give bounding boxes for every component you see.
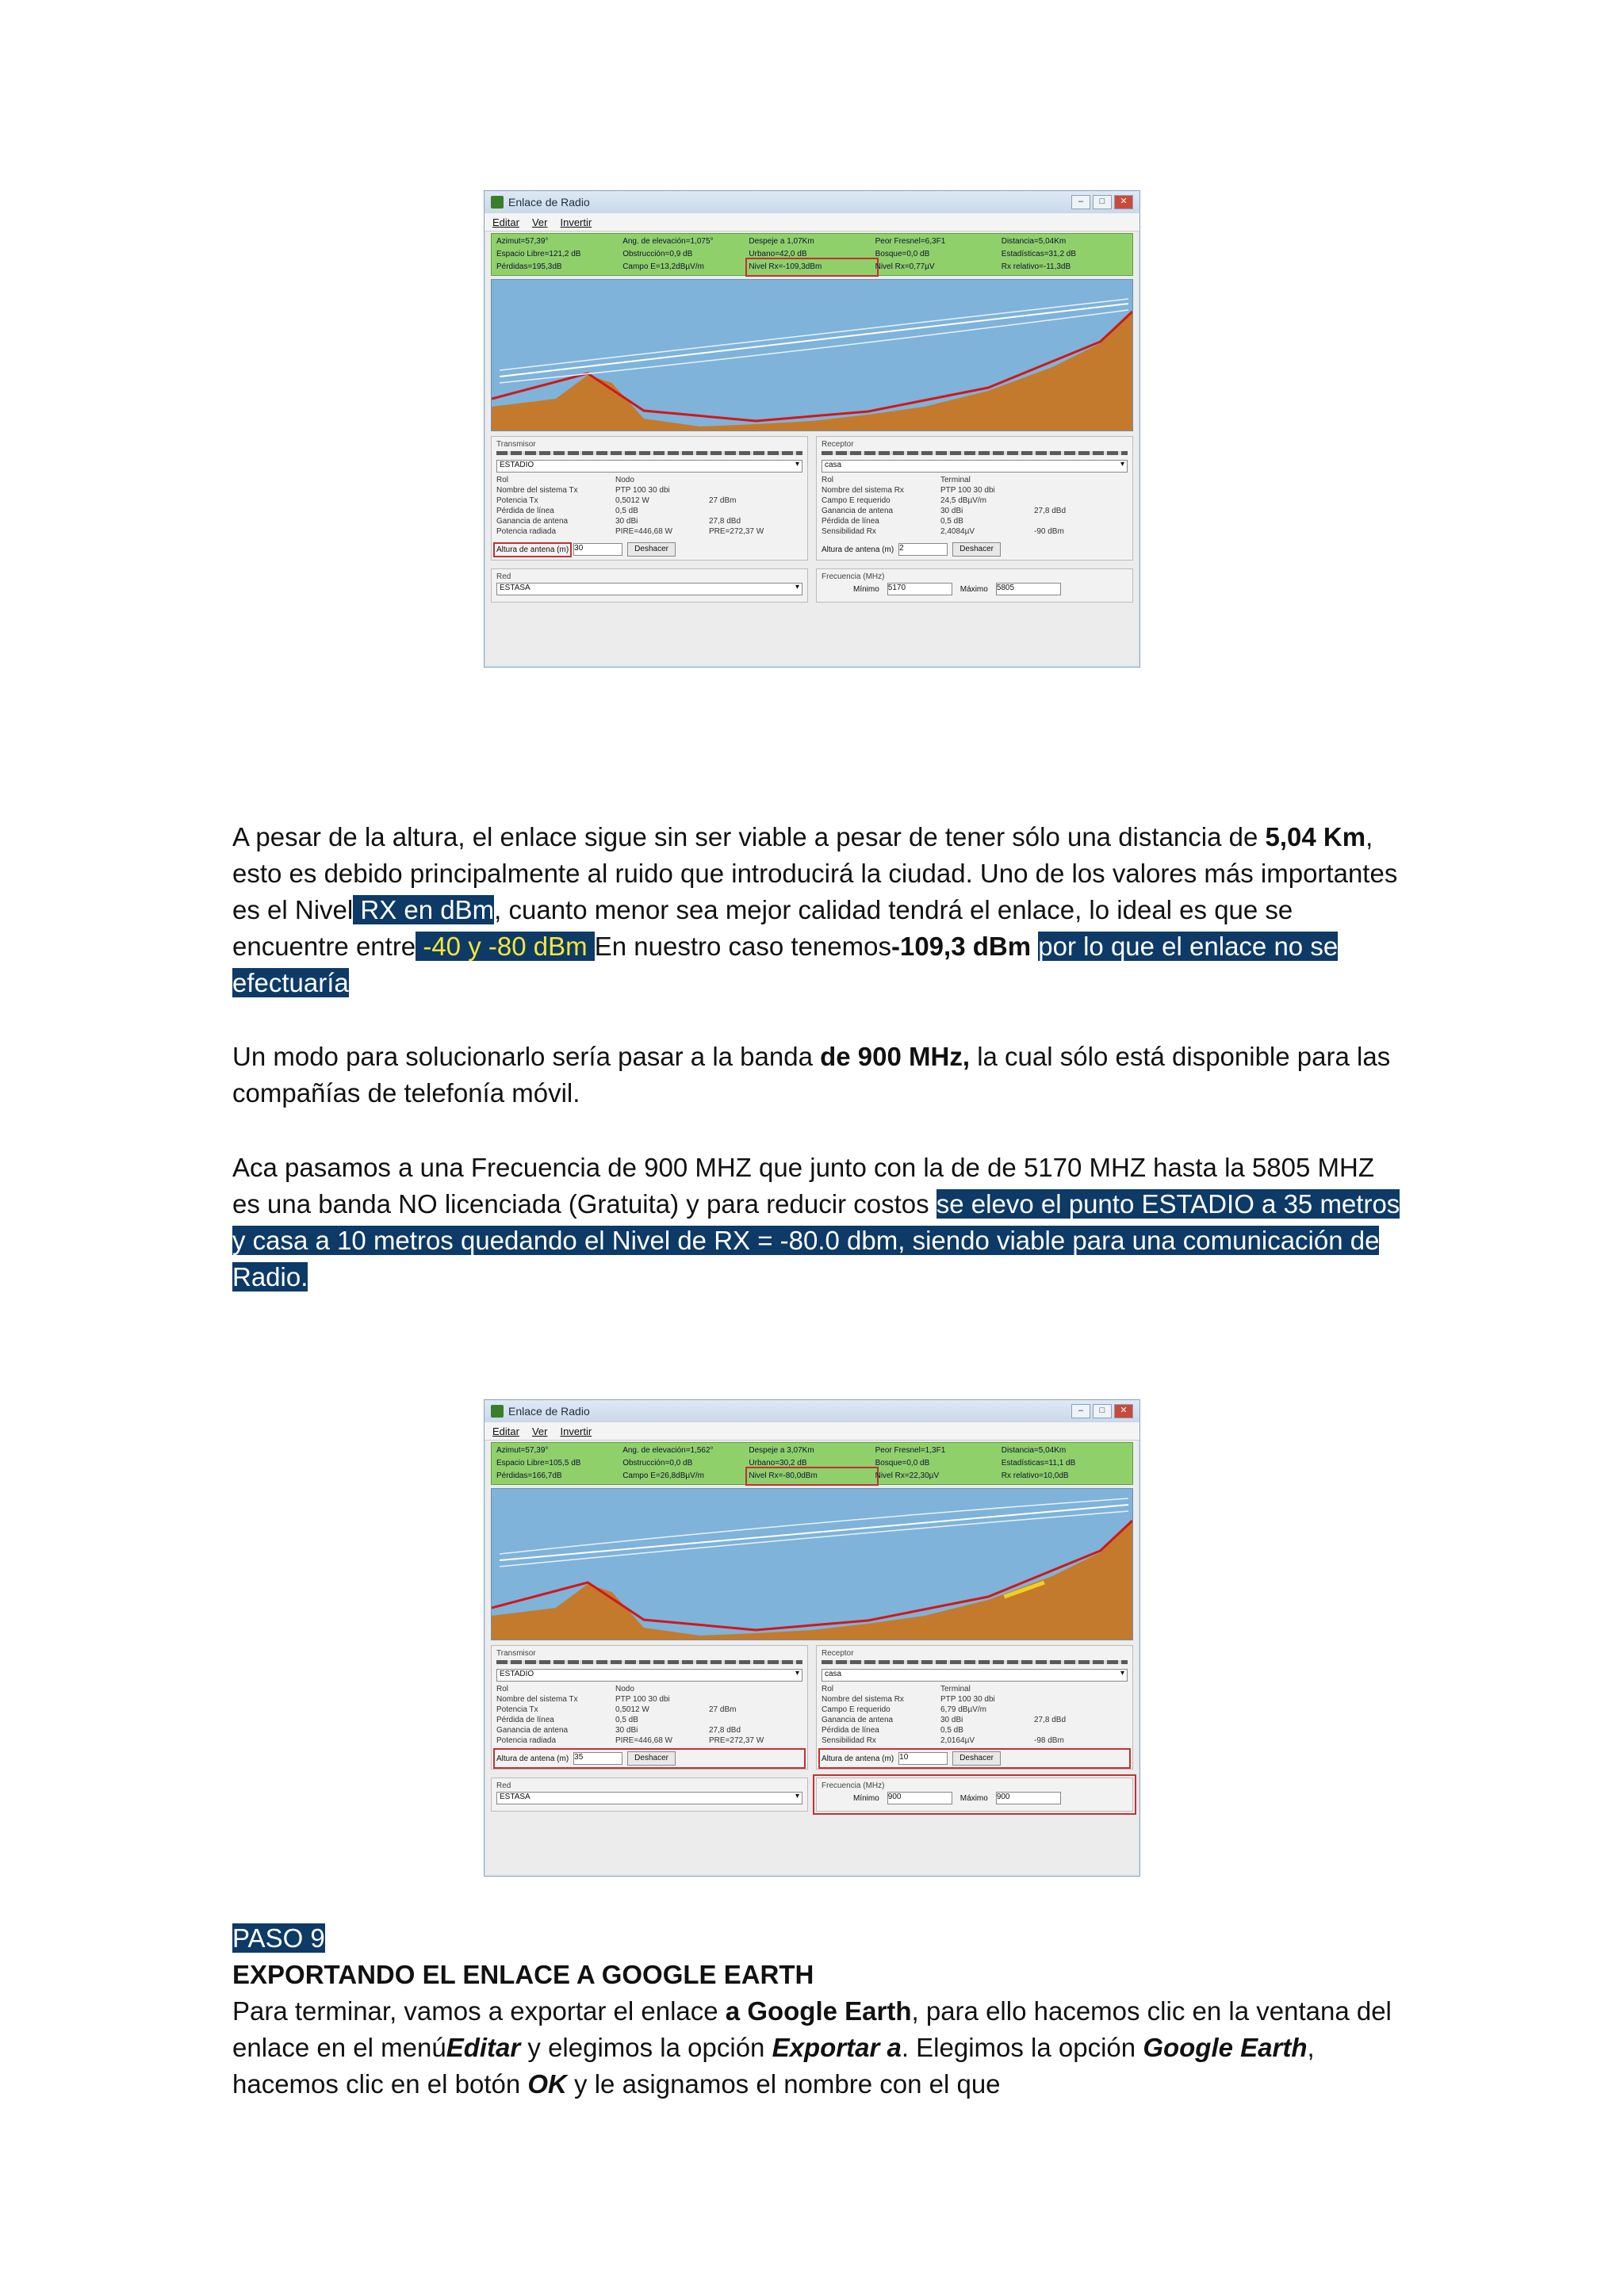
minimize-icon[interactable]: –: [1071, 195, 1090, 209]
rx-row: Nombre del sistema Rx PTP 100 30 dbi: [822, 486, 995, 495]
tx-row: Rol Nodo: [496, 476, 634, 484]
rx-height-input[interactable]: 2: [898, 543, 948, 556]
window-title: Enlace de Radio: [508, 196, 590, 209]
stat: Distancia=5,04Km: [1001, 1446, 1067, 1455]
receiver-panel: [816, 436, 1133, 561]
step-heading: EXPORTANDO EL ENLACE A GOOGLE EARTH: [232, 1960, 814, 1989]
signal-bar: [496, 451, 802, 455]
app-icon: [491, 1405, 504, 1418]
rx-undo-button[interactable]: Deshacer: [952, 542, 1001, 557]
rx-height-row: [822, 542, 1128, 557]
app-icon: [491, 196, 504, 209]
freq-min-label: Mínimo: [853, 1793, 879, 1803]
step-9-section: [232, 1920, 1406, 2103]
freq-max-label: Máximo: [959, 584, 988, 594]
stat: Peor Fresnel=6,3F1: [875, 237, 946, 246]
stat: Nivel Rx=0,77µV: [875, 262, 935, 271]
terrain-profile-graphic: [492, 280, 1132, 430]
window-buttons: [1071, 195, 1133, 209]
terrain-profile-graphic: [492, 1489, 1132, 1640]
rx-row: Ganancia de antena 30 dBi 27,8 dBd: [822, 1716, 1067, 1724]
tx-row: Ganancia de antena 30 dBi 27,8 dBd: [496, 1726, 741, 1735]
frequency-row: [822, 583, 1128, 595]
network-panel: [491, 568, 808, 603]
tx-rx-panels: [491, 1645, 1133, 1812]
freq-min-label: Mínimo: [853, 584, 879, 594]
rx-row: Campo E requerido 24,5 dBµV/m: [822, 496, 987, 505]
link-stats: [491, 1442, 1133, 1485]
rx-row: Nombre del sistema Rx PTP 100 30 dbi: [822, 1695, 995, 1704]
stat: Obstrucción=0,9 dB: [622, 250, 693, 258]
receiver-panel: [816, 1645, 1133, 1770]
frequency-legend: Frecuencia (MHz): [822, 1781, 885, 1790]
minimize-icon[interactable]: –: [1071, 1404, 1090, 1418]
step-paragraph: Para terminar, vamos a exportar el enlace a Google Earth, para ello hacemos clic en la ventana del enlace en el menúEditar y elegimos la opción Exportar a. Elegimos la opción Google Earth, hacemos clic en el botón OK y le asignamos el nombre con el que: [232, 1996, 1392, 2099]
stat: Pérdidas=195,3dB: [496, 262, 562, 271]
signal-bar: [822, 451, 1128, 455]
stat: Obstrucción=0,0 dB: [622, 1459, 693, 1468]
tx-row: Rol Nodo: [496, 1685, 634, 1693]
stat: Estadísticas=11,1 dB: [1001, 1459, 1076, 1468]
frequency-row: [822, 1792, 1128, 1804]
maximize-icon[interactable]: □: [1093, 1404, 1112, 1418]
rx-row: Sensibilidad Rx 2,0164µV -98 dBm: [822, 1736, 1064, 1745]
signal-bar: [496, 1660, 802, 1664]
network-legend: Red: [496, 1781, 511, 1790]
rx-row: Campo E requerido 6,79 dBµV/m: [822, 1705, 987, 1714]
window-titlebar: [485, 1400, 1139, 1422]
freq-min-input[interactable]: 5170: [887, 583, 952, 595]
stat: Azimut=57,39°: [496, 1446, 549, 1455]
menu-editar[interactable]: Editar: [492, 1425, 519, 1437]
tx-height-row: [496, 542, 802, 557]
tx-row: Nombre del sistema Tx PTP 100 30 dbi: [496, 486, 670, 495]
menu-invertir[interactable]: Invertir: [560, 216, 592, 228]
stat: Urbano=42,0 dB: [749, 250, 807, 258]
rx-site-select[interactable]: casa ▾: [822, 1669, 1128, 1682]
step-badge: PASO 9: [232, 1923, 325, 1953]
rx-height-label: Altura de antena (m): [822, 545, 894, 554]
transmitter-panel: [491, 1645, 808, 1770]
stat: Bosque=0,0 dB: [875, 1459, 930, 1468]
window-titlebar: [485, 191, 1139, 213]
radio-link-window-1: [484, 190, 1140, 668]
rx-undo-button[interactable]: Deshacer: [952, 1751, 1001, 1766]
paragraph-solution: Aca pasamos a una Frecuencia de 900 MHZ que junto con la de de 5170 MHZ hasta la 5805 MHZ es una banda NO licenciada (Gratuita) y para reducir costos se elevo el punto ESTADIO a 35 metros y casa a 10 metros quedando el Nivel de RX = -80.0 dbm, siendo viable para una comunicación de Radio.: [232, 1153, 1400, 1292]
menu-ver[interactable]: Ver: [531, 1425, 548, 1437]
rx-row: Pérdida de línea 0,5 dB: [822, 1726, 963, 1735]
network-legend: Red: [496, 572, 511, 581]
signal-bar: [822, 1660, 1128, 1664]
tx-height-input[interactable]: 30: [573, 543, 622, 556]
tx-site-select[interactable]: ESTADIO ▾: [496, 1669, 802, 1682]
tx-height-input[interactable]: 35: [573, 1752, 622, 1765]
stat: Ang. de elevación=1,075°: [622, 237, 714, 246]
network-select[interactable]: ESTASA ▾: [496, 583, 802, 595]
menubar: [485, 213, 1139, 232]
network-panel: [491, 1777, 808, 1812]
network-select[interactable]: ESTASA ▾: [496, 1792, 802, 1804]
stat: Espacio Libre=121,2 dB: [496, 250, 581, 258]
tx-height-row: [496, 1751, 802, 1766]
close-icon[interactable]: ✕: [1114, 1404, 1133, 1418]
tx-undo-button[interactable]: Deshacer: [627, 1751, 676, 1766]
tx-row: Pérdida de línea 0,5 dB: [496, 1716, 638, 1724]
tx-undo-button[interactable]: Deshacer: [627, 542, 676, 557]
tx-rx-panels: [491, 436, 1133, 603]
menu-invertir[interactable]: Invertir: [560, 1425, 592, 1437]
rx-height-label: Altura de antena (m): [822, 1754, 894, 1763]
stat: Bosque=0,0 dB: [875, 250, 930, 258]
stat: Distancia=5,04Km: [1001, 237, 1067, 246]
tx-row: Potencia radiada PIRE=446,68 W PRE=272,37 W: [496, 527, 764, 536]
menubar: [485, 1422, 1139, 1441]
stat-nivel-rx-highlight: Nivel Rx=-80,0dBm: [749, 1470, 875, 1483]
stat: Peor Fresnel=1,3F1: [875, 1446, 946, 1455]
terrain-profile: [491, 1488, 1133, 1640]
freq-max-label: Máximo: [959, 1793, 988, 1803]
maximize-icon[interactable]: □: [1093, 195, 1112, 209]
tx-row: Nombre del sistema Tx PTP 100 30 dbi: [496, 1695, 670, 1704]
stat: Azimut=57,39°: [496, 237, 549, 246]
tx-row: Ganancia de antena 30 dBi 27,8 dBd: [496, 517, 741, 526]
link-stats: [491, 233, 1133, 276]
rx-row: Sensibilidad Rx 2,4084µV -90 dBm: [822, 527, 1064, 536]
stat: Rx relativo=-11,3dB: [1001, 262, 1071, 271]
stat: Campo E=13,2dBµV/m: [622, 262, 704, 271]
paragraph-900mhz: Un modo para solucionarlo sería pasar a la banda de 900 MHz, la cual sólo está disponible para las compañías de telefonía móvil.: [232, 1042, 1391, 1108]
tx-row: Potencia radiada PIRE=446,68 W PRE=272,37 W: [496, 1736, 764, 1745]
rx-row: Pérdida de línea 0,5 dB: [822, 517, 963, 526]
terrain-profile: [491, 279, 1133, 431]
stat: Pérdidas=166,7dB: [496, 1471, 562, 1480]
window-buttons: [1071, 1404, 1133, 1418]
rx-row: Rol Terminal: [822, 476, 971, 484]
transmitter-panel: [491, 436, 808, 561]
tx-row: Potencia Tx 0,5012 W 27 dBm: [496, 496, 737, 505]
stat: Despeje a 1,07Km: [749, 237, 814, 246]
rx-height-input[interactable]: 10: [898, 1752, 948, 1765]
stat: Nivel Rx=22,30µV: [875, 1471, 940, 1480]
receiver-legend: Receptor: [822, 440, 854, 449]
freq-min-input[interactable]: 900: [887, 1792, 952, 1804]
stat: Urbano=30,2 dB: [749, 1459, 807, 1468]
tx-height-label: Altura de antena (m): [496, 1754, 569, 1763]
freq-max-input[interactable]: 5805: [996, 583, 1061, 595]
rx-site-select[interactable]: casa ▾: [822, 460, 1128, 473]
radio-link-window-2: [484, 1399, 1140, 1877]
stat: Ang. de elevación=1,562°: [622, 1446, 714, 1455]
rx-row: Ganancia de antena 30 dBi 27,8 dBd: [822, 507, 1067, 515]
stat: Campo E=26,8dBµV/m: [622, 1471, 704, 1480]
tx-site-select[interactable]: ESTADIO ▾: [496, 460, 802, 473]
menu-ver[interactable]: Ver: [531, 216, 548, 228]
stat: Despeje a 3,07Km: [749, 1446, 814, 1455]
tx-row: Potencia Tx 0,5012 W 27 dBm: [496, 1705, 737, 1714]
stat-nivel-rx-highlight: Nivel Rx=-109,3dBm: [749, 261, 875, 274]
frequency-panel: [816, 1777, 1133, 1812]
menu-editar[interactable]: Editar: [492, 216, 519, 228]
receiver-legend: Receptor: [822, 1649, 854, 1658]
window-title: Enlace de Radio: [508, 1405, 590, 1418]
rx-row: Rol Terminal: [822, 1685, 971, 1693]
tx-height-label: Altura de antena (m): [496, 545, 569, 554]
paragraph-link-not-viable: A pesar de la altura, el enlace sigue sin ser viable a pesar de tener sólo una distancia de 5,04 Km, esto es debido principalmente al ruido que introducirá la ciudad. Uno de los valores más importantes es el Nivel RX en dBm, cuanto menor sea mejor calidad tendrá el enlace, lo ideal es que se encuentre entre -40 y -80 dBm En nuestro caso tenemos-109,3 dBm por lo que el enlace no se efectuaría: [232, 822, 1398, 997]
transmitter-legend: Transmisor: [496, 1649, 536, 1658]
tx-row: Pérdida de línea 0,5 dB: [496, 507, 638, 515]
stat: Estadísticas=31,2 dB: [1001, 250, 1077, 258]
transmitter-legend: Transmisor: [496, 440, 536, 449]
frequency-legend: Frecuencia (MHz): [822, 572, 885, 581]
close-icon[interactable]: ✕: [1114, 195, 1133, 209]
freq-max-input[interactable]: 900: [996, 1792, 1061, 1804]
stat: Rx relativo=10,0dB: [1001, 1471, 1069, 1480]
stat: Espacio Libre=105,5 dB: [496, 1459, 581, 1468]
rx-height-row: [822, 1751, 1128, 1766]
frequency-panel: [816, 568, 1133, 603]
